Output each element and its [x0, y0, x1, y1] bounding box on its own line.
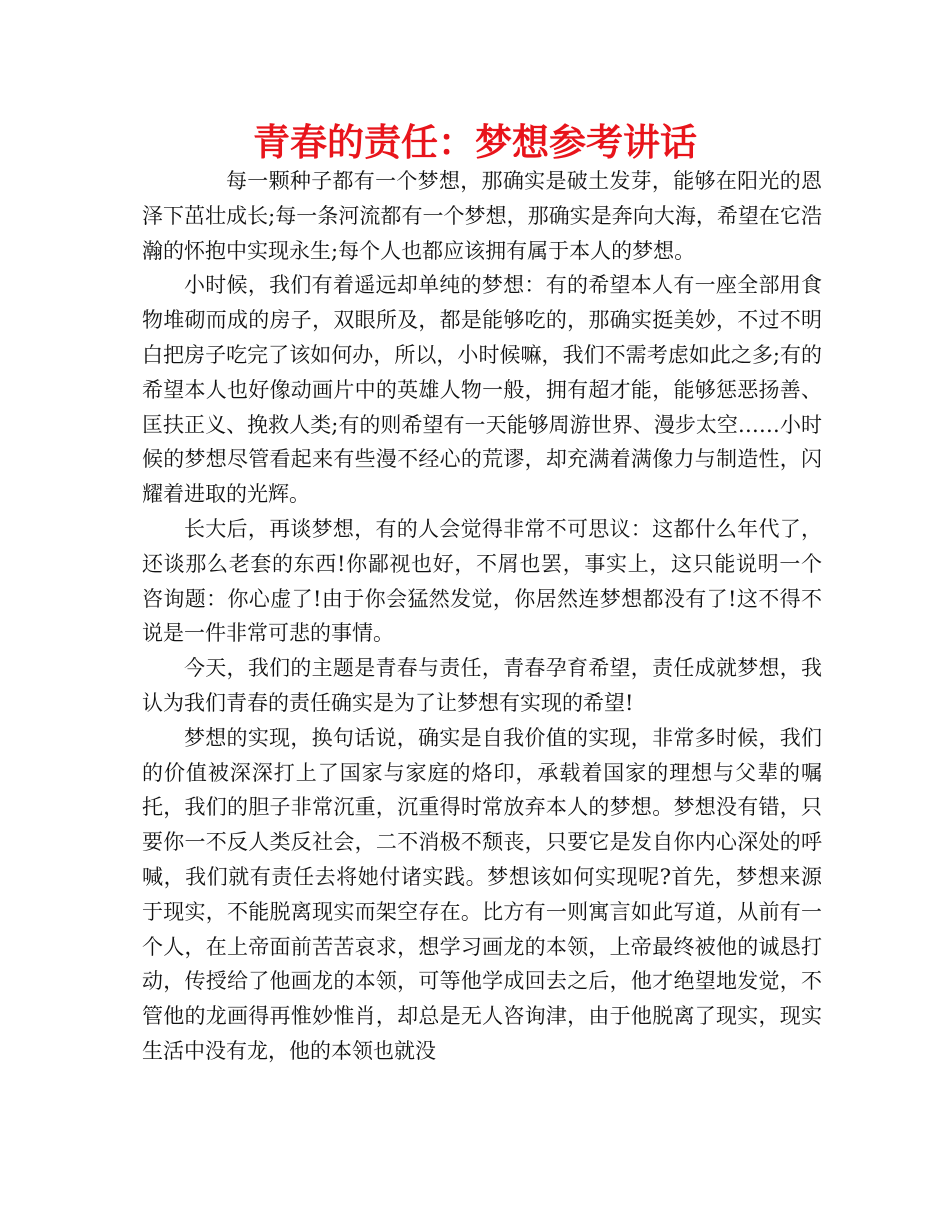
paragraph-3: 长大后，再谈梦想，有的人会觉得非常不可思议：这都什么年代了，还谈那么老套的东西!你鄙视也好，不屑也罢，事实上，这只能说明一个咨询题：你心虚了!由于你会猛然发觉，你居然连梦想都没有了!这不得不说是一件非常可悲的事情。 — [142, 516, 822, 646]
paragraph-2: 小时候，我们有着遥远却单纯的梦想：有的希望本人有一座全部用食物堆砌而成的房子，双眼所及，都是能够吃的，那确实挺美妙，不过不明白把房子吃完了该如何办，所以，小时候嘛，我们不需考虑如此之多;有的希望本人也好像动画片中的英雄人物一般，拥有超才能，能够惩恶扬善、匡扶正义、挽救人类;有的则希望有一天能够周游世界、漫步太空……小时候的梦想尽管看起来有些漫不经心的荒谬，却充满着满像力与制造性，闪耀着进取的光辉。 — [142, 273, 822, 507]
paragraph-5: 梦想的实现，换句话说，确实是自我价值的实现，非常多时候，我们的价值被深深打上了国家与家庭的烙印，承载着国家的理想与父辈的嘱托，我们的胆子非常沉重，沉重得时常放弃本人的梦想。梦想没有错，只要你一不反人类反社会，二不消极不颓丧，只要它是发自你内心深处的呼喊，我们就有责任去将她付诸实践。梦想该如何实现呢?首先，梦想来源于现实，不能脱离现实而架空存在。比方有一则寓言如此写道，从前有一个人，在上帝面前苦苦哀求，想学习画龙的本领，上帝最终被他的诚恳打动，传授给了他画龙的本领，可等他学成回去之后，他才绝望地发觉，不管他的龙画得再惟妙惟肖，却总是无人咨询津，由于他脱离了现实，现实生活中没有龙，他的本领也就没 — [142, 725, 822, 1063]
document-title: 青春的责任：梦想参考讲话 — [253, 121, 697, 164]
document-body — [142, 164, 822, 1069]
paragraph-4: 今天，我们的主题是青春与责任，青春孕育希望，责任成就梦想，我认为我们青春的责任确实是为了让梦想有实现的希望! — [142, 656, 822, 715]
paragraph-1: 每一颗种子都有一个梦想，那确实是破土发芽，能够在阳光的恩泽下茁壮成长;每一条河流都有一个梦想，那确实是奔向大海，希望在它浩瀚的怀抱中实现永生;每个人也都应该拥有属于本人的梦想。 — [142, 169, 822, 263]
